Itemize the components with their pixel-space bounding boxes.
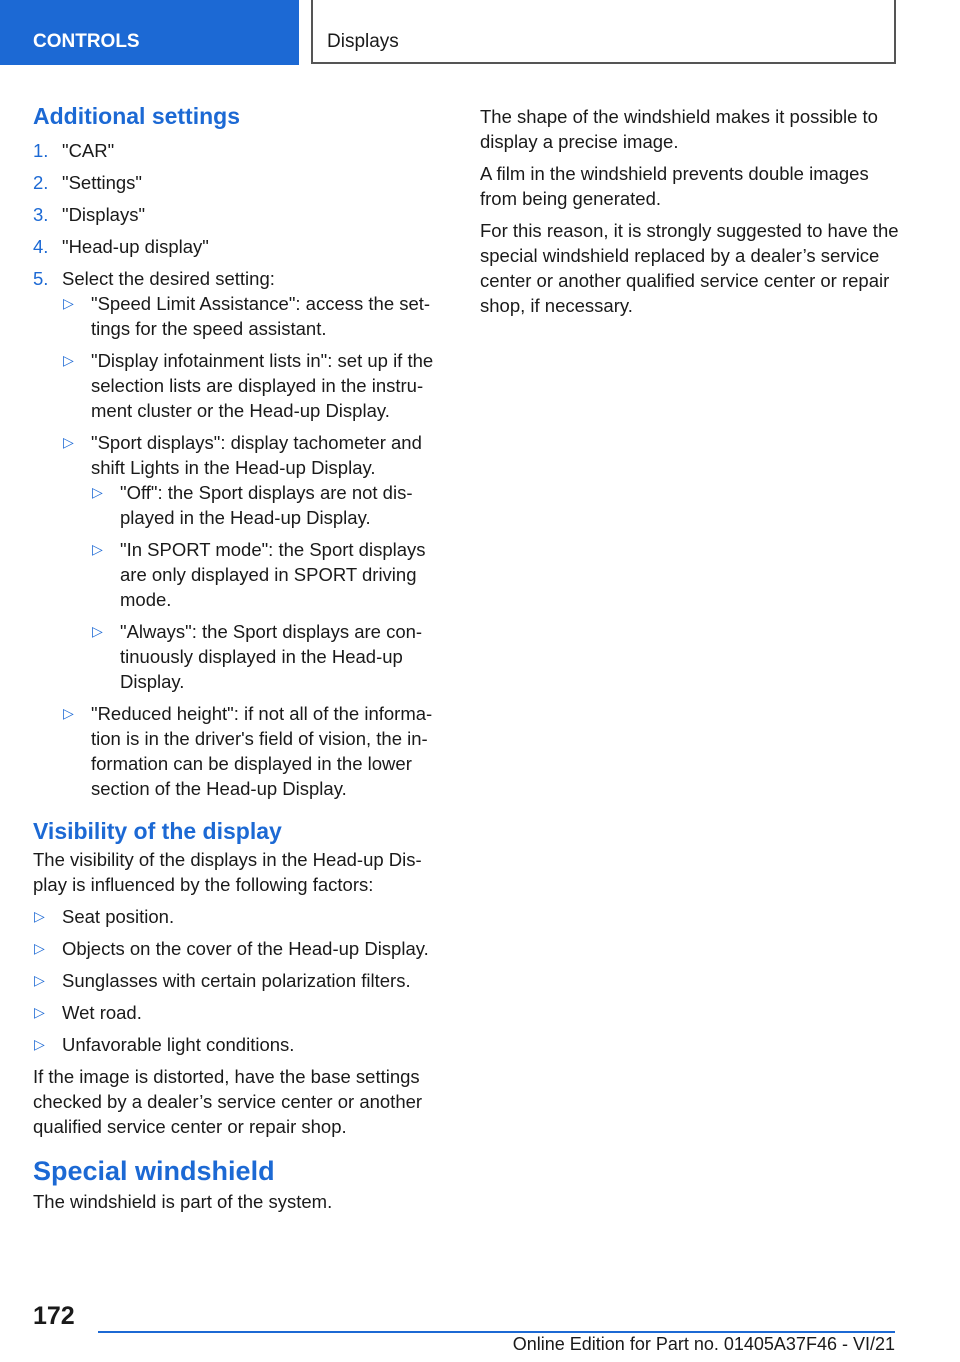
visibility-intro: The visibility of the displays in the Head-up Dis-play is influenced by the following factors: [33, 849, 422, 895]
triangle-bullet-icon: ▷ [34, 908, 45, 924]
option-item [62, 291, 448, 341]
triangle-bullet-icon: ▷ [63, 705, 74, 721]
triangle-bullet-icon: ▷ [34, 972, 45, 988]
section-tab [0, 0, 299, 65]
sport-option-text: "Always": the Sport displays are con-tinuously displayed in the Head-up Display. [120, 621, 423, 692]
factor-text: Sunglasses with certain polarization filters. [62, 970, 411, 991]
triangle-bullet-icon: ▷ [63, 295, 74, 311]
option-text: "Speed Limit Assistance": access the set-tings for the speed assistant. [91, 293, 431, 339]
option-text: "Display infotainment lists in": set up if the selection lists are displayed in the instru-ment cluster or the Head-up Display. [91, 350, 434, 421]
step-text: "CAR" [62, 140, 115, 161]
visibility-heading: Visibility of the display [33, 818, 282, 844]
step-item [33, 170, 448, 195]
step-text: "Displays" [62, 204, 146, 225]
sport-option-item [91, 619, 448, 694]
left-column [33, 100, 448, 1214]
step-text: Select the desired setting: [62, 268, 275, 289]
sport-option-item [91, 537, 448, 612]
triangle-bullet-icon: ▷ [34, 1036, 45, 1052]
windshield-paragraph: The shape of the windshield makes it possible to display a precise image. [480, 106, 878, 152]
triangle-bullet-icon: ▷ [63, 352, 74, 368]
windshield-heading: Special windshield [33, 1156, 275, 1186]
factor-text: Wet road. [62, 1002, 142, 1023]
factor-item [33, 1000, 448, 1025]
visibility-outro: If the image is distorted, have the base settings checked by a dealer’s service center or another qualified service center or repair shop. [33, 1066, 423, 1137]
option-item [62, 348, 448, 423]
step-number: 1. [33, 140, 49, 161]
page-number: 172 [33, 1302, 75, 1330]
step-item [33, 234, 448, 259]
right-column [480, 104, 900, 325]
windshield-paragraph: For this reason, it is strongly suggested to have the special windshield replaced by a dealer’s service center or another qualified service center or repair shop, if necessary. [480, 220, 899, 316]
step-text: "Head-up display" [62, 236, 209, 257]
triangle-bullet-icon: ▷ [92, 623, 103, 639]
sport-display-options [91, 480, 448, 694]
factor-item [33, 904, 448, 929]
triangle-bullet-icon: ▷ [92, 484, 103, 500]
factor-text: Seat position. [62, 906, 175, 927]
triangle-bullet-icon: ▷ [34, 940, 45, 956]
footer-divider [98, 1331, 895, 1333]
setting-options [62, 291, 448, 801]
visibility-factors [33, 904, 448, 1057]
step-item [33, 202, 448, 227]
option-item [62, 701, 448, 801]
option-text: "Sport displays": display tachometer and shift Lights in the Head-up Display. [91, 432, 422, 478]
step-number: 3. [33, 204, 49, 225]
step-number: 2. [33, 172, 49, 193]
chapter-title: Displays [327, 31, 399, 52]
additional-settings-heading: Additional settings [33, 103, 240, 129]
section-title: CONTROLS [33, 31, 140, 52]
triangle-bullet-icon: ▷ [34, 1004, 45, 1020]
factor-text: Objects on the cover of the Head-up Display. [62, 938, 429, 959]
windshield-paragraph: A film in the windshield prevents double images from being generated. [480, 163, 869, 209]
step-item [33, 266, 448, 801]
edition-text: Online Edition for Part no. 01405A37F46 - VI/21 [512, 1334, 895, 1354]
step-item [33, 138, 448, 163]
option-text: "Reduced height": if not all of the informa-tion is in the driver's field of vision, the in-formation can be displayed in the lower section of the Head-up Display. [91, 703, 433, 799]
factor-item [33, 968, 448, 993]
factor-item [33, 1032, 448, 1057]
sport-option-text: "Off": the Sport displays are not dis-played in the Head-up Display. [120, 482, 413, 528]
sport-option-text: "In SPORT mode": the Sport displays are only displayed in SPORT driving mode. [120, 539, 426, 610]
sport-option-item [91, 480, 448, 530]
chapter-header [311, 0, 896, 64]
triangle-bullet-icon: ▷ [92, 541, 103, 557]
factor-text: Unfavorable light conditions. [62, 1034, 295, 1055]
settings-steps [33, 138, 448, 801]
step-number: 4. [33, 236, 49, 257]
triangle-bullet-icon: ▷ [63, 434, 74, 450]
step-text: "Settings" [62, 172, 142, 193]
factor-item [33, 936, 448, 961]
option-item [62, 430, 448, 694]
step-number: 5. [33, 268, 49, 289]
windshield-text: The windshield is part of the system. [33, 1191, 333, 1212]
